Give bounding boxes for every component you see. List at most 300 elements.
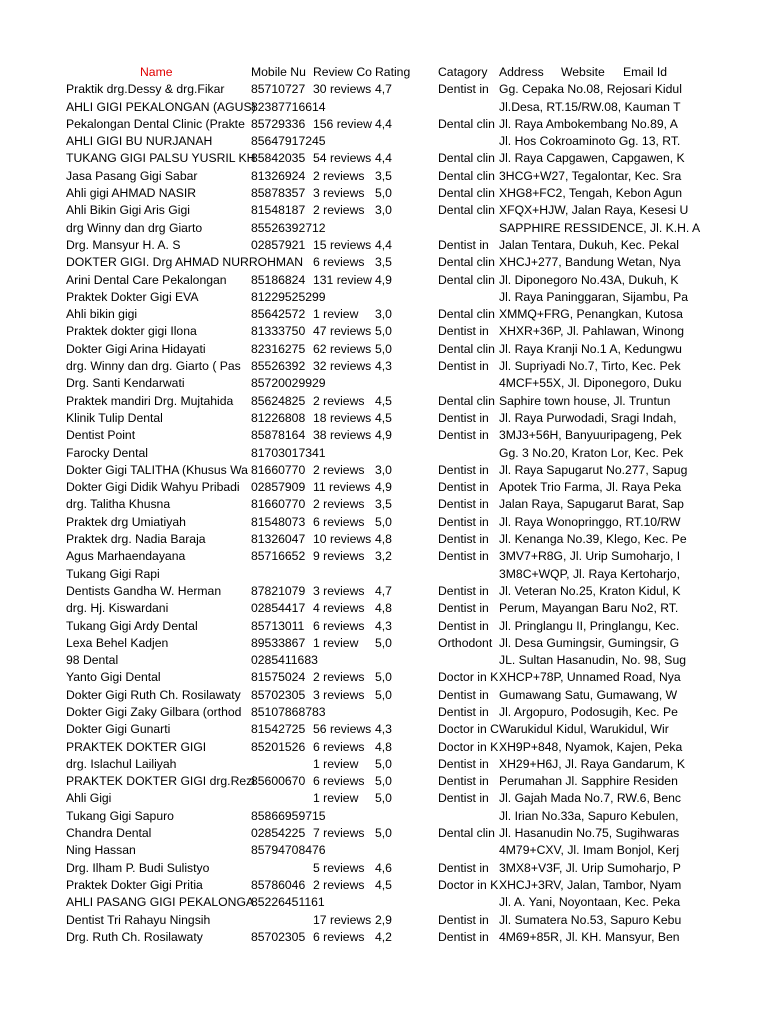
cell-reviews: 2 reviews bbox=[313, 877, 365, 892]
table-row bbox=[0, 306, 768, 323]
cell-category: Doctor in K bbox=[438, 877, 499, 892]
cell-category: Doctor in K bbox=[438, 739, 499, 754]
table-row bbox=[0, 825, 768, 842]
table-row bbox=[0, 929, 768, 946]
table-row bbox=[0, 739, 768, 756]
cell-mobile: 81226808 bbox=[251, 410, 306, 425]
cell-name: Praktek drg Umiatiyah bbox=[66, 514, 186, 529]
cell-name: Drg. Ruth Ch. Rosilawaty bbox=[66, 929, 203, 944]
cell-reviews: 6 reviews bbox=[313, 739, 365, 754]
cell-mobile: 85710727 bbox=[251, 82, 306, 97]
cell-rating: 3,5 bbox=[375, 168, 392, 183]
table-row bbox=[0, 773, 768, 790]
cell-reviews: 18 reviews bbox=[313, 410, 372, 425]
cell-rating: 4,9 bbox=[375, 480, 392, 495]
cell-reviews: 54 reviews bbox=[313, 151, 372, 166]
cell-mobile: 81542725 bbox=[251, 722, 306, 737]
cell-reviews: 1 review bbox=[313, 756, 359, 771]
cell-mobile: 85713011 bbox=[251, 618, 305, 633]
cell-reviews: 32 reviews bbox=[313, 359, 372, 374]
cell-rating: 4,5 bbox=[375, 410, 392, 425]
cell-reviews: 1 review bbox=[313, 635, 359, 650]
cell-address: Jl.Desa, RT.15/RW.08, Kauman T bbox=[499, 99, 681, 114]
table-row bbox=[0, 202, 768, 219]
cell-address: Jl. Raya Purwodadi, Sragi Indah, bbox=[499, 410, 677, 425]
cell-name: Lexa Behel Kadjen bbox=[66, 635, 169, 650]
cell-rating: 4,4 bbox=[375, 237, 392, 252]
cell-name: Yanto Gigi Dental bbox=[66, 670, 161, 685]
cell-name: Dokter Gigi Gunarti bbox=[66, 722, 171, 737]
cell-mobile: 89533867 bbox=[251, 635, 306, 650]
cell-address: Jl. Hasanudin No.75, Sugihwaras bbox=[499, 826, 680, 841]
cell-rating: 4,3 bbox=[375, 618, 392, 633]
cell-rating: 4,7 bbox=[375, 82, 392, 97]
cell-reviews: 15 reviews bbox=[313, 237, 372, 252]
cell-name: PRAKTEK DOKTER GIGI bbox=[66, 739, 207, 754]
cell-mobile: 02857909 bbox=[251, 480, 306, 495]
cell-category: Dentist in bbox=[438, 601, 489, 616]
cell-reviews: 2 reviews bbox=[313, 203, 365, 218]
table-row bbox=[0, 618, 768, 635]
table-row bbox=[0, 220, 768, 237]
header-address: Address bbox=[499, 65, 544, 79]
cell-rating: 4,3 bbox=[375, 722, 392, 737]
cell-rating: 4,6 bbox=[375, 860, 392, 875]
cell-rating: 4,3 bbox=[375, 359, 392, 374]
cell-rating: 4,8 bbox=[375, 601, 392, 616]
cell-rating: 5,0 bbox=[375, 670, 392, 685]
cell-category: Dental clin bbox=[438, 168, 495, 183]
cell-name: Pekalongan Dental Clinic (Prakte bbox=[66, 116, 245, 131]
table-row bbox=[0, 514, 768, 531]
cell-mobile: 85720029929 bbox=[251, 376, 326, 391]
cell-category: Dentist in bbox=[438, 687, 489, 702]
cell-address: XMMQ+FRG, Penangkan, Kutosa bbox=[499, 307, 683, 322]
cell-name: Arini Dental Care Pekalongan bbox=[66, 272, 227, 287]
cell-address: Jl. Supriyadi No.7, Tirto, Kec. Pek bbox=[499, 359, 681, 374]
cell-category: Dental clin bbox=[438, 307, 495, 322]
cell-mobile: 85702305 bbox=[251, 687, 306, 702]
cell-reviews: 156 review bbox=[313, 116, 372, 131]
cell-name: Dentists Gandha W. Herman bbox=[66, 583, 222, 598]
cell-name: drg. Winny dan drg. Giarto ( Pas bbox=[66, 359, 241, 374]
cell-category: Doctor in K bbox=[438, 670, 499, 685]
cell-mobile: 85786046 bbox=[251, 877, 306, 892]
cell-address: 3MX8+V3F, Jl. Urip Sumoharjo, P bbox=[499, 860, 681, 875]
cell-category: Dentist in bbox=[438, 514, 489, 529]
cell-name: Jasa Pasang Gigi Sabar bbox=[66, 168, 198, 183]
cell-mobile: 0285411683 bbox=[251, 653, 318, 668]
cell-rating: 5,0 bbox=[375, 635, 392, 650]
table-row bbox=[0, 652, 768, 669]
cell-category: Dentist in bbox=[438, 324, 489, 339]
table-row bbox=[0, 462, 768, 479]
cell-address: Perumahan Jl. Sapphire Residen bbox=[499, 774, 678, 789]
table-row bbox=[0, 756, 768, 773]
cell-mobile: 85878357 bbox=[251, 186, 306, 201]
cell-reviews: 6 reviews bbox=[313, 514, 365, 529]
header-email: Email Id bbox=[623, 65, 668, 79]
table-row bbox=[0, 99, 768, 116]
cell-name: drg. Talitha Khusna bbox=[66, 497, 171, 512]
cell-address: Gg. Cepaka No.08, Rejosari Kidul bbox=[499, 82, 682, 97]
header-category: Catagory bbox=[438, 65, 488, 79]
cell-rating: 4,5 bbox=[375, 877, 392, 892]
cell-address: Jl. Irian No.33a, Sapuro Kebulen, bbox=[499, 808, 679, 823]
table-row bbox=[0, 133, 768, 150]
cell-address: 3MV7+R8G, Jl. Urip Sumoharjo, I bbox=[499, 549, 681, 564]
cell-mobile: 81660770 bbox=[251, 462, 306, 477]
cell-address: XHCJ+3RV, Jalan, Tambor, Nyam bbox=[499, 877, 682, 892]
table-row bbox=[0, 81, 768, 98]
table-row bbox=[0, 635, 768, 652]
cell-mobile: 87821079 bbox=[251, 583, 306, 598]
table-row bbox=[0, 116, 768, 133]
cell-address: Jl. Sumatera No.53, Sapuro Kebu bbox=[499, 912, 682, 927]
cell-category: Dentist in bbox=[438, 860, 489, 875]
cell-category: Dentist in bbox=[438, 532, 489, 547]
cell-rating: 5,0 bbox=[375, 324, 392, 339]
cell-name: Ahli Bikin Gigi Aris Gigi bbox=[66, 203, 190, 218]
table-row bbox=[0, 860, 768, 877]
cell-address: Jl. Argopuro, Podosugih, Kec. Pe bbox=[499, 704, 678, 719]
cell-mobile: 85647917245 bbox=[251, 134, 326, 149]
cell-category: Dentist in bbox=[438, 410, 489, 425]
table-row bbox=[0, 894, 768, 911]
cell-mobile: 85201526 bbox=[251, 739, 306, 754]
table-row bbox=[0, 808, 768, 825]
cell-name: Praktek dokter gigi Ilona bbox=[66, 324, 197, 339]
cell-name: Agus Marhaendayana bbox=[66, 549, 186, 564]
cell-category: Dentist in bbox=[438, 756, 489, 771]
table-row bbox=[0, 410, 768, 427]
cell-address: SAPPHIRE RESSIDENCE, Jl. K.H. A bbox=[499, 220, 701, 235]
cell-rating: 3,0 bbox=[375, 203, 392, 218]
cell-reviews: 6 reviews bbox=[313, 255, 365, 270]
table-row bbox=[0, 427, 768, 444]
table-row bbox=[0, 548, 768, 565]
cell-address: XHCP+78P, Unnamed Road, Nya bbox=[499, 670, 681, 685]
cell-rating: 3,2 bbox=[375, 549, 392, 564]
table-row bbox=[0, 842, 768, 859]
cell-reviews: 131 review bbox=[313, 272, 372, 287]
table-row bbox=[0, 877, 768, 894]
cell-name: AHLI GIGI PEKALONGAN (AGUS) bbox=[66, 99, 256, 114]
cell-address: Saphire town house, Jl. Truntun bbox=[499, 393, 671, 408]
cell-rating: 4,4 bbox=[375, 116, 392, 131]
cell-mobile: 82316275 bbox=[251, 341, 306, 356]
cell-category: Dentist in bbox=[438, 428, 489, 443]
cell-mobile: 85702305 bbox=[251, 929, 306, 944]
header-reviews: Review Co bbox=[313, 65, 372, 79]
cell-mobile: 81575024 bbox=[251, 670, 306, 685]
cell-address: 4M79+CXV, Jl. Imam Bonjol, Kerj bbox=[499, 843, 680, 858]
cell-name: Ahli bikin gigi bbox=[66, 307, 138, 322]
cell-name: DOKTER GIGI. Drg AHMAD NURROHMAN bbox=[66, 255, 303, 270]
cell-address: Jl. Raya Capgawen, Capgawen, K bbox=[499, 151, 685, 166]
cell-address: Jl. Raya Ambokembang No.89, A bbox=[499, 116, 678, 131]
header-mobile: Mobile Nu bbox=[251, 65, 306, 79]
cell-address: XHG8+FC2, Tengah, Kebon Agun bbox=[499, 186, 683, 201]
cell-category: Dental clin bbox=[438, 393, 495, 408]
cell-rating: 4,8 bbox=[375, 532, 392, 547]
cell-name: Praktek Dokter Gigi Pritia bbox=[66, 877, 203, 892]
cell-name: Praktek Dokter Gigi EVA bbox=[66, 289, 199, 304]
cell-category: Dentist in bbox=[438, 912, 489, 927]
cell-reviews: 6 reviews bbox=[313, 618, 365, 633]
cell-mobile: 85226451161 bbox=[251, 895, 325, 910]
table-row bbox=[0, 496, 768, 513]
cell-mobile: 85600670 bbox=[251, 774, 306, 789]
cell-rating: 5,0 bbox=[375, 791, 392, 806]
cell-category: Dentist in bbox=[438, 774, 489, 789]
cell-name: Tukang Gigi Rapi bbox=[66, 566, 160, 581]
cell-name: Dokter Gigi TALITHA (Khusus Wa bbox=[66, 462, 248, 477]
cell-mobile: 85842035 bbox=[251, 151, 306, 166]
table-row bbox=[0, 479, 768, 496]
cell-name: Dokter Gigi Arina Hidayati bbox=[66, 341, 206, 356]
cell-reviews: 11 reviews bbox=[313, 480, 371, 495]
cell-mobile: 81703017341 bbox=[251, 445, 326, 460]
cell-address: Warukidul Kidul, Warukidul, Wir bbox=[499, 722, 669, 737]
cell-address: JL. Sultan Hasanudin, No. 98, Sug bbox=[499, 653, 686, 668]
cell-address: Jl. Diponegoro No.43A, Dukuh, K bbox=[499, 272, 679, 287]
cell-name: 98 Dental bbox=[66, 653, 119, 668]
cell-category: Dentist in bbox=[438, 549, 489, 564]
cell-address: XH9P+848, Nyamok, Kajen, Peka bbox=[499, 739, 683, 754]
cell-rating: 3,5 bbox=[375, 255, 392, 270]
table-row bbox=[0, 445, 768, 462]
cell-mobile: 81548073 bbox=[251, 514, 306, 529]
cell-reviews: 1 review bbox=[313, 307, 359, 322]
cell-reviews: 47 reviews bbox=[313, 324, 372, 339]
cell-category: Dentist in bbox=[438, 462, 489, 477]
cell-mobile: 85526392 bbox=[251, 359, 306, 374]
cell-address: 3MJ3+56H, Banyuuripageng, Pek bbox=[499, 428, 682, 443]
cell-reviews: 7 reviews bbox=[313, 826, 365, 841]
cell-category: Dentist in bbox=[438, 480, 489, 495]
cell-address: 4M69+85R, Jl. KH. Mansyur, Ben bbox=[499, 929, 680, 944]
cell-address: Apotek Trio Farma, Jl. Raya Peka bbox=[499, 480, 682, 495]
cell-name: drg. Hj. Kiswardani bbox=[66, 601, 169, 616]
cell-address: Jl. Veteran No.25, Kraton Kidul, K bbox=[499, 583, 681, 598]
cell-rating: 5,0 bbox=[375, 687, 392, 702]
cell-name: Drg. Mansyur H. A. S bbox=[66, 237, 181, 252]
cell-reviews: 6 reviews bbox=[313, 929, 365, 944]
cell-mobile: 02854417 bbox=[251, 601, 306, 616]
cell-rating: 3,0 bbox=[375, 462, 392, 477]
cell-mobile: 81333750 bbox=[251, 324, 306, 339]
table-body bbox=[0, 81, 768, 946]
cell-address: Jl. Pringlangu II, Pringlangu, Kec. bbox=[499, 618, 680, 633]
cell-address: 3M8C+WQP, Jl. Raya Kertoharjo, bbox=[499, 566, 680, 581]
cell-address: XFQX+HJW, Jalan Raya, Kesesi U bbox=[499, 203, 689, 218]
table-row bbox=[0, 168, 768, 185]
table-row bbox=[0, 254, 768, 271]
cell-name: Dentist Point bbox=[66, 428, 136, 443]
table-row bbox=[0, 721, 768, 738]
cell-address: 4MCF+55X, Jl. Diponegoro, Duku bbox=[499, 376, 682, 391]
cell-reviews: 30 reviews bbox=[313, 82, 372, 97]
cell-reviews: 2 reviews bbox=[313, 462, 365, 477]
cell-category: Dental clin bbox=[438, 186, 495, 201]
table-row bbox=[0, 790, 768, 807]
header-website: Website bbox=[561, 65, 605, 79]
cell-reviews: 3 reviews bbox=[313, 186, 365, 201]
cell-mobile: 82387716614 bbox=[251, 99, 326, 114]
cell-address: Jl. Raya Sapugarut No.277, Sapug bbox=[499, 462, 688, 477]
header-name: Name bbox=[140, 65, 173, 79]
cell-address: XH29+H6J, Jl. Raya Gandarum, K bbox=[499, 756, 685, 771]
cell-mobile: 81548187 bbox=[251, 203, 306, 218]
table-row bbox=[0, 583, 768, 600]
cell-address: Jl. A. Yani, Noyontaan, Kec. Peka bbox=[499, 895, 681, 910]
cell-rating: 4,5 bbox=[375, 393, 392, 408]
table-row bbox=[0, 687, 768, 704]
cell-name: Praktik drg.Dessy & drg.Fikar bbox=[66, 82, 225, 97]
cell-category: Dental clin bbox=[438, 341, 495, 356]
cell-mobile: 85642572 bbox=[251, 307, 306, 322]
cell-rating: 5,0 bbox=[375, 774, 392, 789]
cell-reviews: 3 reviews bbox=[313, 583, 365, 598]
cell-mobile: 81229525299 bbox=[251, 289, 326, 304]
table-row bbox=[0, 531, 768, 548]
table-row bbox=[0, 704, 768, 721]
cell-address: 3HCG+W27, Tegalontar, Kec. Sra bbox=[499, 168, 682, 183]
cell-reviews: 17 reviews bbox=[313, 912, 372, 927]
cell-name: Tukang Gigi Ardy Dental bbox=[66, 618, 198, 633]
cell-name: Drg. Santi Kendarwati bbox=[66, 376, 185, 391]
cell-name: Praktek mandiri Drg. Mujtahida bbox=[66, 393, 234, 408]
cell-reviews: 4 reviews bbox=[313, 601, 365, 616]
table-row bbox=[0, 237, 768, 254]
cell-mobile: 81326924 bbox=[251, 168, 306, 183]
cell-rating: 4,9 bbox=[375, 428, 392, 443]
cell-name: Tukang Gigi Sapuro bbox=[66, 808, 174, 823]
cell-rating: 3,5 bbox=[375, 497, 392, 512]
table-row bbox=[0, 358, 768, 375]
cell-name: PRAKTEK DOKTER GIGI drg.Rezi bbox=[66, 774, 255, 789]
cell-rating: 5,0 bbox=[375, 186, 392, 201]
cell-mobile: 85866959715 bbox=[251, 808, 326, 823]
cell-name: AHLI GIGI BU NURJANAH bbox=[66, 134, 213, 149]
cell-mobile: 85716652 bbox=[251, 549, 306, 564]
cell-rating: 4,4 bbox=[375, 151, 392, 166]
table-row bbox=[0, 600, 768, 617]
cell-mobile: 85794708476 bbox=[251, 843, 326, 858]
table-row bbox=[0, 185, 768, 202]
cell-name: AHLI PASANG GIGI PEKALONGA bbox=[66, 895, 255, 910]
cell-address: Gg. 3 No.20, Kraton Lor, Kec. Pek bbox=[499, 445, 684, 460]
cell-category: Dentist in bbox=[438, 791, 489, 806]
cell-rating: 5,0 bbox=[375, 514, 392, 529]
cell-name: Farocky Dental bbox=[66, 445, 148, 460]
cell-category: Doctor in C bbox=[438, 722, 499, 737]
cell-name: Dokter Gigi Didik Wahyu Pribadi bbox=[66, 480, 240, 495]
cell-category: Dentist in bbox=[438, 497, 489, 512]
table-row bbox=[0, 669, 768, 686]
cell-reviews: 9 reviews bbox=[313, 549, 365, 564]
table-row bbox=[0, 341, 768, 358]
table-row bbox=[0, 393, 768, 410]
cell-category: Dental clin bbox=[438, 272, 495, 287]
header-row bbox=[0, 64, 768, 81]
cell-reviews: 10 reviews bbox=[313, 532, 372, 547]
cell-address: Jl. Desa Gumingsir, Gumingsir, G bbox=[499, 635, 680, 650]
cell-name: Dokter Gigi Ruth Ch. Rosilawaty bbox=[66, 687, 241, 702]
cell-address: Jl. Raya Paninggaran, Sijambu, Pa bbox=[499, 289, 689, 304]
table-row bbox=[0, 375, 768, 392]
cell-address: Jl. Kenanga No.39, Klego, Kec. Pe bbox=[499, 532, 687, 547]
cell-name: drg Winny dan drg Giarto bbox=[66, 220, 203, 235]
cell-reviews: 56 reviews bbox=[313, 722, 372, 737]
cell-address: Jalan Tentara, Dukuh, Kec. Pekal bbox=[499, 237, 679, 252]
cell-category: Dental clin bbox=[438, 826, 495, 841]
cell-name: Ahli gigi AHMAD NASIR bbox=[66, 186, 197, 201]
cell-address: Jalan Raya, Sapugarut Barat, Sap bbox=[499, 497, 684, 512]
spreadsheet bbox=[0, 64, 768, 946]
table-row bbox=[0, 272, 768, 289]
cell-address: XHCJ+277, Bandung Wetan, Nya bbox=[499, 255, 681, 270]
cell-rating: 4,8 bbox=[375, 739, 392, 754]
cell-category: Dentist in bbox=[438, 237, 489, 252]
cell-name: Dokter Gigi Zaky Gilbara (orthod bbox=[66, 704, 242, 719]
cell-rating: 4,2 bbox=[375, 929, 392, 944]
cell-address: XHXR+36P, Jl. Pahlawan, Winong bbox=[499, 324, 685, 339]
table-row bbox=[0, 289, 768, 306]
cell-category: Dental clin bbox=[438, 151, 495, 166]
cell-mobile: 81326047 bbox=[251, 532, 306, 547]
cell-reviews: 6 reviews bbox=[313, 774, 365, 789]
cell-category: Dentist in bbox=[438, 359, 489, 374]
cell-rating: 2,9 bbox=[375, 912, 392, 927]
table-row bbox=[0, 323, 768, 340]
cell-category: Dentist in bbox=[438, 704, 489, 719]
cell-reviews: 3 reviews bbox=[313, 687, 365, 702]
cell-reviews: 1 review bbox=[313, 791, 359, 806]
cell-rating: 4,7 bbox=[375, 583, 392, 598]
cell-name: Ning Hassan bbox=[66, 843, 136, 858]
cell-rating: 5,0 bbox=[375, 341, 392, 356]
cell-category: Orthodont bbox=[438, 635, 493, 650]
cell-name: Ahli Gigi bbox=[66, 791, 112, 806]
cell-reviews: 2 reviews bbox=[313, 670, 365, 685]
cell-address: Jl. Raya Wonopringgo, RT.10/RW bbox=[499, 514, 681, 529]
cell-mobile: 85186824 bbox=[251, 272, 306, 287]
cell-rating: 5,0 bbox=[375, 826, 392, 841]
cell-name: Klinik Tulip Dental bbox=[66, 410, 163, 425]
cell-name: Chandra Dental bbox=[66, 826, 152, 841]
cell-name: Drg. Ilham P. Budi Sulistyo bbox=[66, 860, 210, 875]
cell-rating: 3,0 bbox=[375, 307, 392, 322]
cell-category: Dentist in bbox=[438, 583, 489, 598]
cell-address: Gumawang Satu, Gumawang, W bbox=[499, 687, 678, 702]
cell-mobile: 85878164 bbox=[251, 428, 306, 443]
cell-reviews: 5 reviews bbox=[313, 860, 365, 875]
cell-mobile: 85526392712 bbox=[251, 220, 326, 235]
cell-category: Dentist in bbox=[438, 929, 489, 944]
header-rating: Rating bbox=[375, 65, 411, 79]
cell-name: drg. Islachul Lailiyah bbox=[66, 756, 177, 771]
cell-rating: 5,0 bbox=[375, 756, 392, 771]
cell-reviews: 2 reviews bbox=[313, 168, 365, 183]
cell-reviews: 38 reviews bbox=[313, 428, 372, 443]
cell-address: Jl. Gajah Mada No.7, RW.6, Benc bbox=[499, 791, 681, 806]
cell-mobile: 02857921 bbox=[251, 237, 306, 252]
cell-address: Perum, Mayangan Baru No2, RT. bbox=[499, 601, 679, 616]
cell-category: Dentist in bbox=[438, 618, 489, 633]
cell-category: Dental clin bbox=[438, 116, 495, 131]
